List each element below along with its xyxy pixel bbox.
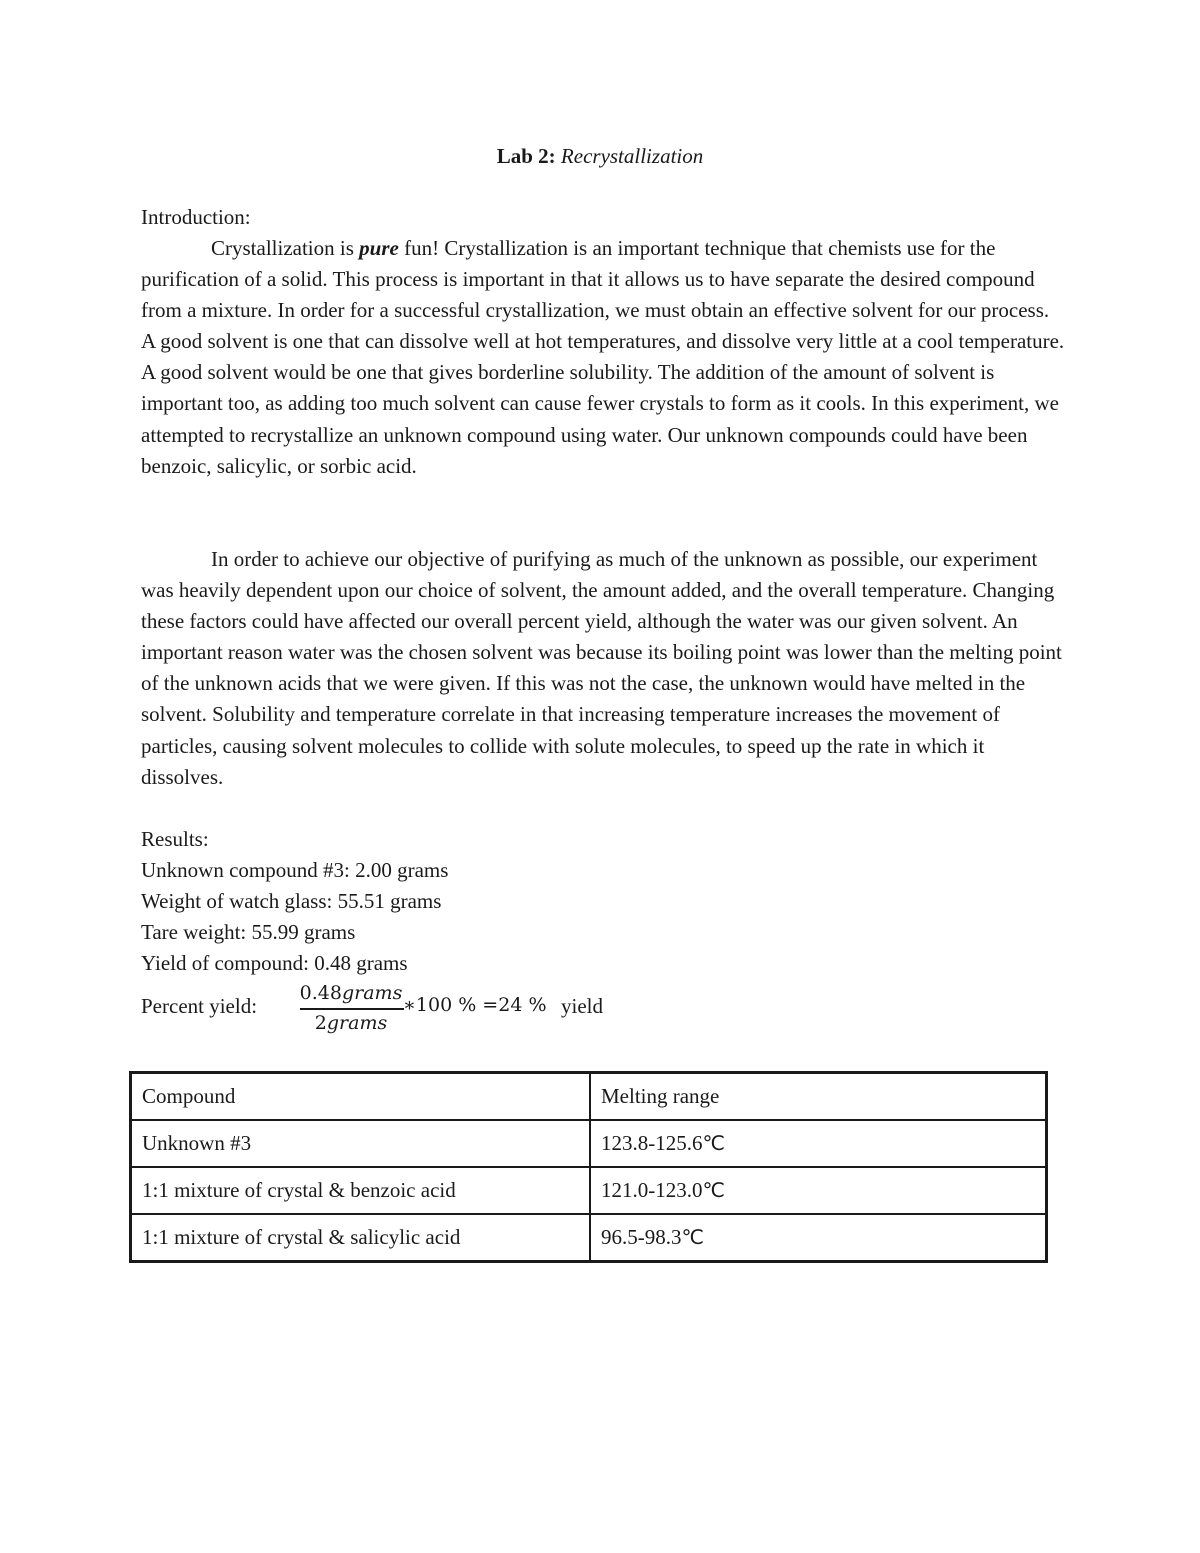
range-value: 121.0-123.0: [601, 1178, 703, 1202]
degree-unit: ℃: [702, 1178, 725, 1202]
melting-range-cell: [590, 1214, 1047, 1262]
fraction-bar: [300, 1008, 404, 1010]
results-section: [141, 824, 1066, 979]
denominator-unit: grams: [326, 1012, 388, 1034]
compound-cell: Unknown #3: [131, 1120, 591, 1167]
percent-unit: yield: [561, 994, 603, 1018]
degree-unit: ℃: [681, 1225, 704, 1249]
para2-text: In order to achieve our objective of purifying as much of the unknown as possible, our experiment was heavily dependent upon our choice of solvent, the amount added, and the overall temperature. Changing these factors could have affected our overall percent yield, although the water was our given solvent. An important reason water was the chosen solvent was because its boiling point was lower than the melting point of the unknown acids that we were given. If this was not the case, the unknown would have melted in the solvent. Solubility and temperature correlate in that increasing temperature increases the movement of particles, causing solvent molecules to collide with solute molecules, to speed up the rate in which it dissolves.: [141, 547, 1062, 789]
numerator-unit: grams: [341, 982, 403, 1004]
introduction-heading: Introduction:: [141, 205, 251, 229]
melting-range-table: [129, 1071, 1048, 1263]
page-title: [0, 142, 1200, 170]
introduction-paragraph-2: [141, 544, 1066, 793]
table-header-row: [131, 1073, 1047, 1121]
denominator-value: 2: [314, 1012, 327, 1034]
header-compound: Compound: [131, 1073, 591, 1121]
yield-compound-line: Yield of compound: 0.48 grams: [141, 951, 408, 976]
title-prefix: Lab 2:: [496, 144, 556, 168]
melting-range-cell: [590, 1120, 1047, 1167]
degree-unit: ℃: [702, 1131, 725, 1155]
tare-weight-line: Tare weight: 55.99 grams: [141, 920, 356, 945]
para1-start: Crystallization is: [211, 236, 360, 260]
introduction-paragraph-1: [141, 233, 1066, 482]
percent-yield-label: Percent yield:: [141, 994, 258, 1018]
unknown-compound-line: Unknown compound #3: 2.00 grams: [141, 858, 449, 883]
table-row: [131, 1167, 1047, 1214]
para1-rest: fun! Crystallization is an important technique that chemists use for the purification of a solid. This process is important in that it allows us to have separate the desired compound from a mixture. In order for a successful crystallization, we must obtain an effective solvent for our process. A good solvent is one that can dissolve well at hot temperatures, and dissolve very little at a cool temperature. A good solvent would be one that gives borderline solubility. The addition of the amount of solvent is important too, as adding too much solvent can cause fewer crystals to form as it cools. In this experiment, we attempted to recrystallize an unknown compound using water. Our unknown compounds could have been benzoic, salicylic, or sorbic acid.: [141, 236, 1065, 478]
watch-glass-line: Weight of watch glass: 55.51 grams: [141, 889, 442, 914]
range-value: 96.5-98.3: [601, 1225, 682, 1249]
para1-emphasis: pure: [359, 236, 399, 260]
results-heading: Results:: [141, 827, 209, 851]
table-row: [131, 1120, 1047, 1167]
header-melting-range: Melting range: [590, 1073, 1047, 1121]
range-value: 123.8-125.6: [601, 1131, 703, 1155]
title-main: Recrystallization: [560, 144, 704, 168]
percent-calc: ∗100 % =24 %: [403, 994, 547, 1016]
percent-yield-equation: [141, 980, 741, 1040]
table-row: [131, 1214, 1047, 1262]
fraction-numerator: [296, 982, 406, 1004]
fraction-denominator: [296, 1012, 406, 1034]
melting-range-cell: [590, 1167, 1047, 1214]
compound-cell: 1:1 mixture of crystal & salicylic acid: [131, 1214, 591, 1262]
numerator-value: 0.48: [299, 982, 342, 1004]
compound-cell: 1:1 mixture of crystal & benzoic acid: [131, 1167, 591, 1214]
